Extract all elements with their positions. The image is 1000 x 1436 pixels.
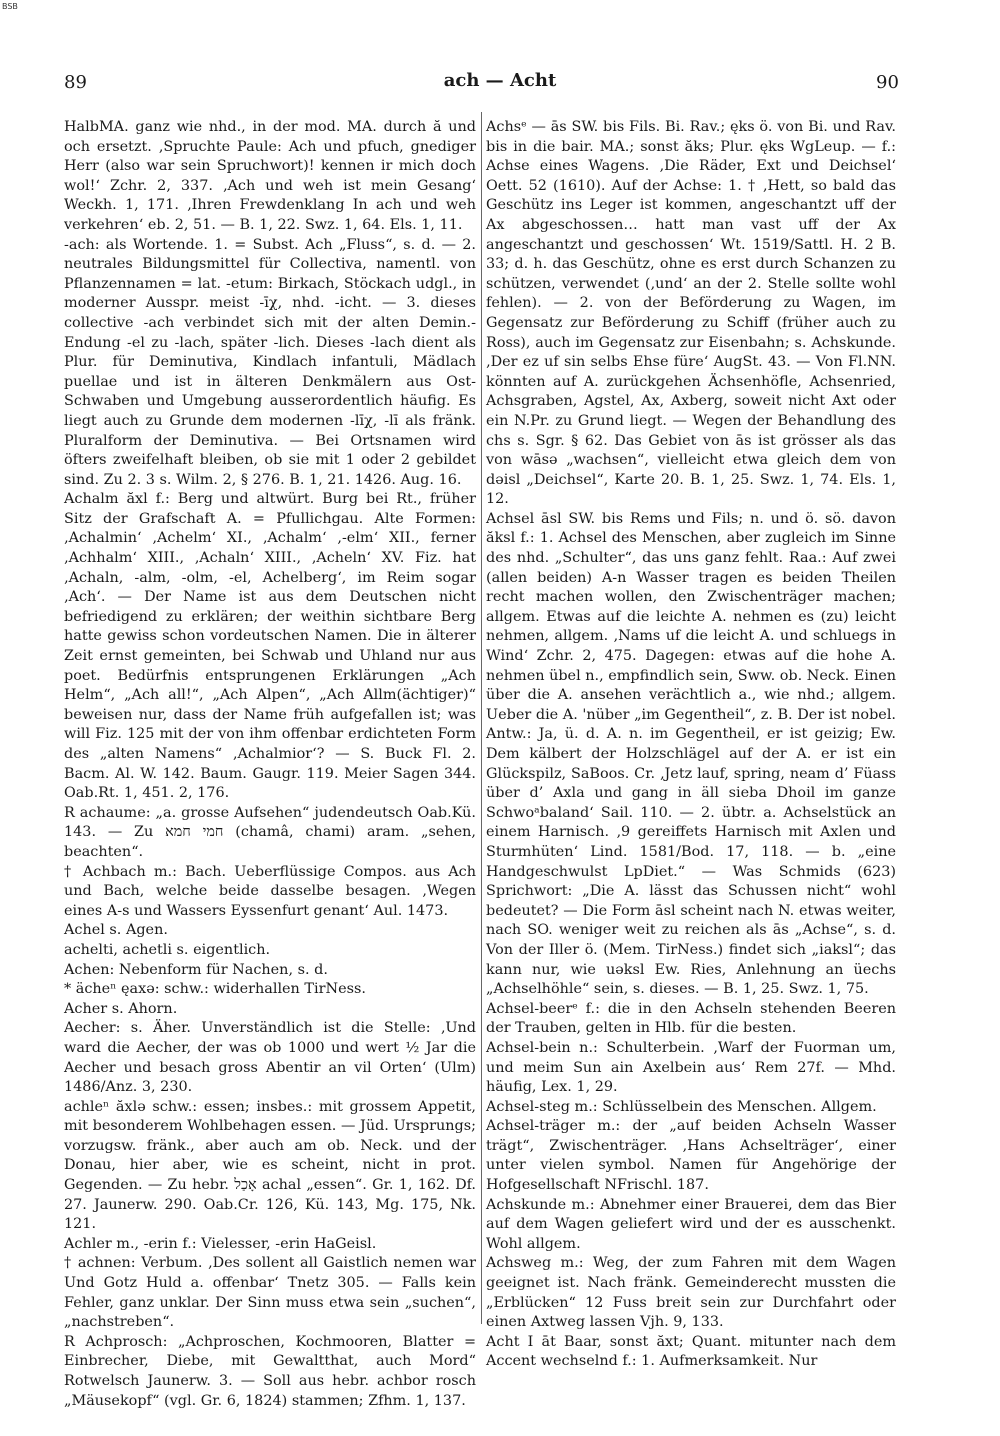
entry-achprosch: R Achprosch: „Achproschen, Kochmooren, Blatter = Einbrecher, Diebe, mit Gewaltthat, auch Mord“ Rotwelsch Jaunerw. 3. — Soll aus hebr. achbor rosch „Mäusekopf“ (vgl. Gr. 6, 1824) stammen; Zfhm. 1, 137. (64, 1333, 476, 1409)
entry-achsel-steg: Achsel-steg m.: Schlüsselbein des Menschen. Allgem. (486, 1098, 877, 1115)
entry-achelti: achelti, achetli s. eigentlich. (64, 941, 271, 958)
entry-achsel-traeger: Achsel-träger m.: der „auf beiden Achseln Wasser trägt“, Zwischenträger. ‚Hans Achselträger‘, einer unter vielen symbol. Namen für Angehörige der Hofgesellschaft NFrischl. 187. (486, 1118, 896, 1194)
entry-achaume: R achaume: „a. grosse Aufsehen“ judendeutsch Oab.Kü. 143. — Zu חמי חמא (chamâ, chami) aram. „sehen, beachten“. (64, 804, 476, 860)
left-column (64, 118, 476, 1411)
entry-ach-suffix: -ach: als Wortende. 1. = Subst. Ach „Fluss“, s. d. — 2. neutrales Bildungsmittel für Collectiva, namentl. von Pflanzennamen = lat. -etum: Birkach, Stöckach udgl., in moderner Ausspr. meist -īχ, nhd. -icht. — 3. dieses collective -ach verbindet sich mit der alten Demin.-Endung -el zu -lach, später -lich. Dieses -lach dient als Plur. für Deminutiva, Kindlach infantuli, Mädlach puellae und ist in älteren Denkmälern aus Ost-Schwaben und Umgebung ausserordentlich häufig. Es liegt auch zu Grunde dem modernen -līχ, -lī als fränk. Pluralform der Deminutiva. — Bei Ortsnamen wird öfters zweifelhaft bleiben, ob sie mit 1 oder 2 gebildet sind. Zu 2. 3 s. Wilm. 2, § 276. B. 1, 21. 1426. Aug. 16. (64, 236, 476, 488)
column-divider (481, 112, 482, 1324)
entry-acher: Acher s. Ahorn. (64, 1000, 178, 1017)
entry-achalm: Achalm ăxl f.: Berg und altwürt. Burg bei Rt., früher Sitz der Grafschaft A. = Pfullichgau. Alte Formen: ‚Achalmin‘ ‚Achelm‘ XI., ‚Achalm‘ ,-elm‘ XII., ferner ‚Achhalm‘ XIII., ‚Achaln‘ XIII., ‚Acheln‘ XV. Fiz. hat ‚Achaln, -alm, -olm, -el, Achelberg‘, im Reim sogar ‚Ach‘. — Der Name ist aus dem Deutschen nicht befriedigend zu erklären; der weithin sichtbare Berg hatte gewiss schon vordeutschen Namen. Die in älterer Zeit ernst gemeinten, bei Schwab und Uhland nur aus poet. Bedürfnis entsprungenen Erklärungen „Ach Helm“, „Ach all!“, „Ach Alpen“, „Ach Allm(ächtiger)“ beweisen nur, dass der Name früh aufgefallen ist; was will Fiz. 125 mit der von ihm offenbar erdichteten Form des „alten Namens“ ‚Achalmior‘? — S. Buck Fl. 2. Bacm. Al. W. 142. Baum. Gaugr. 119. Meier Sagen 344. Oab.Rt. 1, 451. 2, 176. (64, 491, 476, 802)
entry-achel: Achel s. Agen. (64, 922, 168, 939)
entry-achsel-bein: Achsel-bein n.: Schulterbein. ‚Warf der Fuorman um, und meim Sun ain Axelbein aus‘ Rem 27f. — Mhd. häufig, Lex. 1, 29. (486, 1039, 896, 1096)
entry-paragraph: HalbMA. ganz wie nhd., in der mod. MA. durch ă und och ersetzt. ‚Spruchte Paule: Ach und pfuch, gnediger Herr (also war sein Spruchwort)! kennen ir mich doch wol!‘ Zchr. 2, 337. ‚Ach und weh ist mein Gesang‘ Weckh. 1, 171. ‚Ihren Frewdenklang In ach und weh verkehren‘ eb. 2, 51. — B. 1, 22. Swz. 1, 64. Els. 1, 11. (64, 119, 476, 233)
entry-achsweg: Achsweg m.: Weg, der zum Fahren mit dem Wagen geeignet ist. Nach fränk. Gemeinderecht mussten die „Erblücken“ 12 Fuss breit sein zur Durchfahrt oder einen Axtweg lassen Vjh. 9, 133. (486, 1255, 896, 1331)
entry-achse: Achsᵉ — ās SW. bis Fils. Bi. Rav.; ęks ö. von Bi. und Rav. bis in die bair. MA.; sonst ăks; Plur. ęks WgLeup. — f.: Achse eines Wagens. ‚Die Räder, Ext und Deichsel‘ Oett. 52 (1610). Auf der Achse: 1. † ‚Hett, so bald das Geschütz ins Leger ist kommen, angeschantzt uff der Ax abgeschossen… hatt man vast uff der Ax angeschantzt und geschossen‘ Wt. 1519/Sattl. H. 2 B. 33; d. h. das Geschütz, ohne es erst durch Schanzen zu schützen, verwendet (‚und‘ an der 2. Stelle sollte wohl fehlen). — 2. von der Beförderung zu Wagen, im Gegensatz zur Beförderung zu Schiff (früher auch zu Ross), auch im Gegensatz zur Eisenbahn; s. Achskunde. ‚Der ez uf sin selbs Ehse füre‘ AugSt. 43. — Von Fl.NN. könnten auf A. zurückgehen Ächsenhöfle, Achsenried, Achsgraben, Agstel, Ax, Axberg, soweit nicht Axt oder ein N.Pr. zu Grund liegt. — Wegen der Behandlung des chs s. Sgr. § 62. Das Gebiet von ās ist grösser als das von wāsə „wachsen“, vielleicht etwa gleich dem von dəisl „Deichsel“, Karte 20. B. 1, 25. Swz. 1, 74. Els. 1, 12. (486, 119, 896, 508)
running-head: ach — Acht (443, 70, 557, 91)
entry-achen: Achen: Nebenform für Nachen, s. d. (64, 961, 328, 978)
entry-achbach: † Achbach m.: Bach. Ueberflüssige Compos. aus Ach und Bach, welche beide dasselbe besagen. ‚Wegen eines A-s und Wassers Eyssenfurt genant‘ Aul. 1473. (64, 863, 476, 919)
page-number-left: 89 (64, 72, 87, 93)
entry-aechen: * ächeⁿ ęaxə: schw.: widerhallen TirNess. (64, 981, 366, 998)
entry-achskunde: Achskunde m.: Abnehmer einer Brauerei, dem das Bier auf dem Wagen geliefert wird und der es ausschenkt. Wohl allgem. (486, 1196, 896, 1252)
entry-achnen: † achnen: Verbum. ‚Des sollent all Gaistlich nemen war Und Gotz Huld a. offenbar‘ Tnetz 305. — Falls kein Fehler, ganz unklar. Der Sinn muss etwa sein „suchen“, „nachstreben“. (64, 1255, 476, 1331)
library-stamp: BSB (2, 2, 18, 11)
page-number-right: 90 (876, 72, 899, 93)
entry-achler: Achler m., -erin f.: Vielesser, -erin HaGeisl. (64, 1235, 377, 1252)
page-header (0, 66, 1000, 96)
entry-achsel-beere: Achsel-beerᵉ f.: die in den Achseln stehenden Beeren der Trauben, gelten in Hlb. für die besten. (486, 1000, 896, 1037)
entry-aecher: Aecher: s. Äher. Unverständlich ist die Stelle: ‚Und ward die Aecher, der was ob 1000 und wert ½ Jar die Aecher und besach gross Abentir an vil Orten‘ (Ulm) 1486/Anz. 3, 230. (64, 1020, 476, 1096)
entry-achlen: achleⁿ ăxlə schw.: essen; insbes.: mit grossem Appetit, mit besonderem Wohlbehagen essen. — Jüd. Ursprungs; vorzugsw. fränk., aber auch am ob. Neck. und der Donau, hier aber, wie es scheint, nicht in prot. Gegenden. — Zu hebr. אָכַל achal „essen“. Gr. 1, 162. Df. 27. Jaunerw. 290. Oab.Cr. 126, Kü. 143, Mg. 175, Nk. 121. (64, 1098, 477, 1233)
entry-acht: Acht I āt Baar, sonst ăxt; Quant. mitunter nach dem Accent wechselnd f.: 1. Aufmerksamkeit. Nur (486, 1333, 896, 1370)
right-column (486, 118, 896, 1372)
entry-achsel: Achsel āsl SW. bis Rems und Fils; n. und ö. sö. davon ăksl f.: 1. Achsel des Menschen, aber zugleich im Sinne des nhd. „Schulter“, das uns ganz fehlt. Raa.: Auf zwei (allen beiden) A-n Wasser tragen es beiden Theilen recht machen wollen, den Zwischenträger machen; allgem. Etwas auf die leichte A. nehmen es (zu) leicht nehmen, allgem. ‚Nams uf die leicht A. und schluegs in Wind‘ Zchr. 2, 475. Dagegen: etwas auf die hohe A. nehmen übel n., empfindlich sein, Sww. ob. Neck. Einen über die A. ansehen verächtlich a., wie nhd.; allgem. Ueber die A. 'nüber „im Gegentheil“, z. B. Der ist nobel. Antw.: Ja, ü. d. A. n. im Gegentheil, er ist geizig; Ew. Dem kälbert der Holzschlägel auf der A. er ist ein Glückspilz, SaBoos. Cr. ‚Jetz lauf, spring, neam d’ Füass über d’ Axla und gang in äll sieba Dhoil im ganze Schwoᵃbaland‘ Sail. 110. — 2. übtr. a. Achselstück an einem Harnisch. ‚9 gereiffets Harnisch mit Axlen und Sturmhüten‘ Lind. 1581/Bod. 17, 118. — b. „eine Handgeschwulst LpDiet.“ — Was Schmids (623) Sprichwort: „Die A. lässt das Schussen nicht“ wohl bedeutet? — Die Form āsl scheint nach N. etwas weiter, nach SO. weniger weit zu reichen als ās „Achse“, s. d. Von der Iller ö. (Mem. TirNess.) findet sich „iaksl“; das kann nur, wie uəksl Ew. Ries, Anlehnung an üechs „Achselhöhle“ sein, s. dieses. — B. 1, 25. Swz. 1, 75. (486, 510, 896, 998)
